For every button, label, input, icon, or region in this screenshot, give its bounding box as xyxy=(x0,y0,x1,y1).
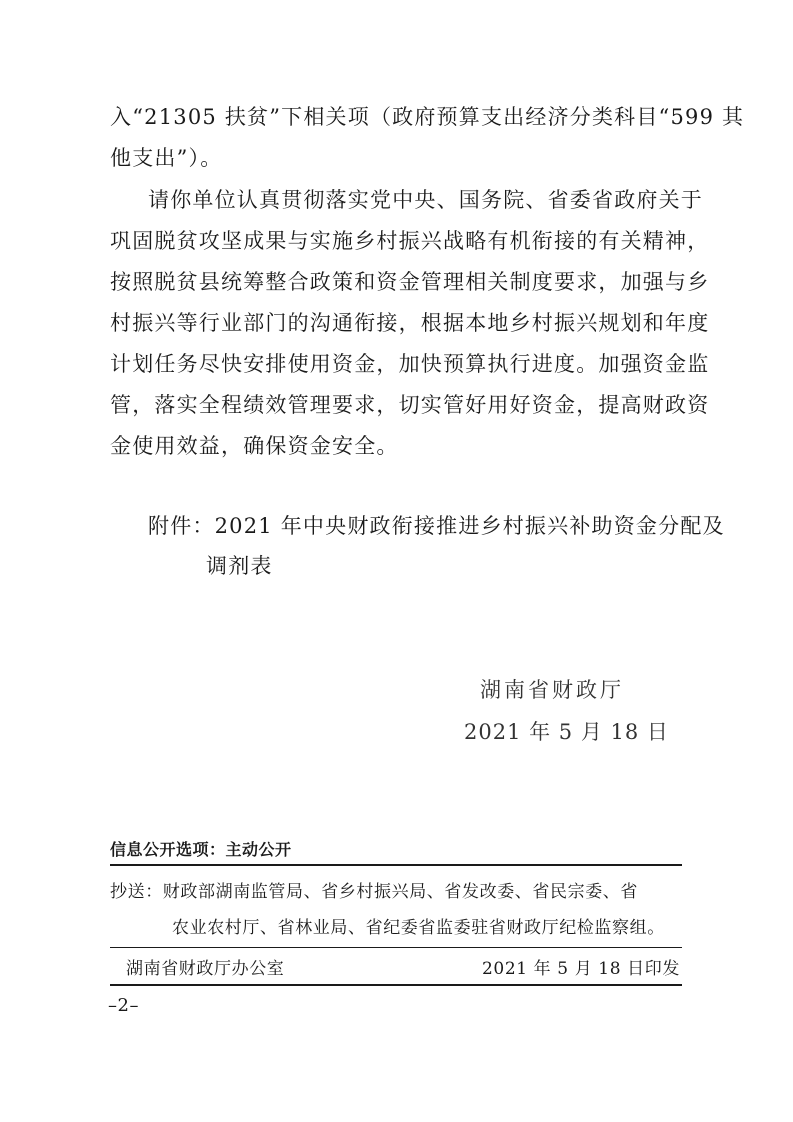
body-line-2: 他支出”）。 xyxy=(110,146,223,170)
signature-date: 2021 年 5 月 18 日 xyxy=(464,720,669,744)
body-paragraph-2-line-3: 按照脱贫县统筹整合政策和资金管理相关制度要求，加强与乡 xyxy=(110,270,710,294)
footer-rule-top xyxy=(110,864,682,866)
body-paragraph-2-line-5: 计划任务尽快安排使用资金，加快预算执行进度。加强资金监 xyxy=(110,352,710,376)
footer-rule-middle xyxy=(110,947,682,948)
attachment-continuation: 调剂表 xyxy=(206,554,273,578)
issuer-office: 湖南省财政厅办公室 xyxy=(126,959,285,979)
body-paragraph-2-line-4: 村振兴等行业部门的沟通衔接，根据本地乡村振兴规划和年度 xyxy=(110,311,710,335)
disclosure-option: 信息公开选项：主动公开 xyxy=(110,840,292,859)
body-paragraph-2-line-6: 管，落实全程绩效管理要求，切实管好用好资金，提高财政资 xyxy=(110,393,710,417)
footer-rule-bottom xyxy=(110,984,682,986)
cc-line-1: 抄送：财政部湖南监管局、省乡村振兴局、省发改委、省民宗委、省 xyxy=(110,882,638,902)
cc-line-2: 农业农村厅、省林业局、省纪委省监委驻省财政厅纪检监察组。 xyxy=(172,918,665,938)
signature-organization: 湖南省财政厅 xyxy=(480,678,624,702)
body-line-1: 入“21305 扶贫”下相关项（政府预算支出经济分类科目“599 其 xyxy=(110,105,745,129)
body-paragraph-2-line-1: 请你单位认真贯彻落实党中央、国务院、省委省政府关于 xyxy=(148,188,703,212)
attachment-label: 附件：2021 年中央财政衔接推进乡村振兴补助资金分配及 xyxy=(148,514,725,538)
print-date: 2021 年 5 月 18 日印发 xyxy=(482,959,680,979)
body-paragraph-2-line-7: 金使用效益，确保资金安全。 xyxy=(110,434,399,458)
page-number: –2– xyxy=(108,995,139,1016)
body-paragraph-2-line-2: 巩固脱贫攻坚成果与实施乡村振兴战略有机衔接的有关精神， xyxy=(110,229,710,253)
